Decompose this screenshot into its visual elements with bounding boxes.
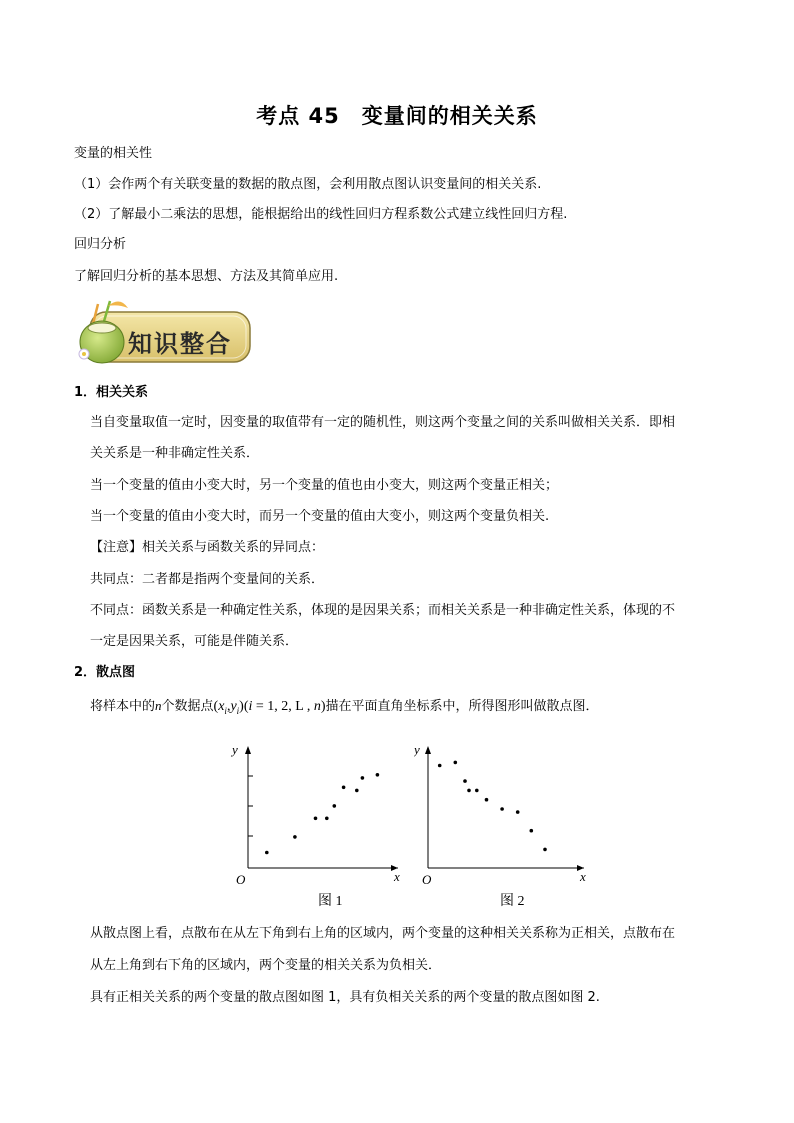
x-axis-label: x — [394, 869, 400, 884]
figure-2-caption: 图 2 — [500, 894, 525, 909]
scatter-point — [485, 798, 489, 802]
page-title: 考点 45 变量间的相关关系 — [256, 104, 538, 128]
paragraph-positive-correlation: 当一个变量的值由小变大时，另一个变量的值也由小变大，则这两个变量正相关； — [90, 478, 559, 493]
scatter-plot-figure-1 — [228, 738, 408, 888]
section-heading-correlation: 1．相关关系 — [74, 385, 149, 400]
scatter-point — [475, 789, 479, 793]
scatter-point — [516, 810, 520, 814]
requirement-heading-correlation: 变量的相关性 — [74, 146, 153, 161]
paragraph-line: 不同点：函数关系是一种确定性关系，体现的是因果关系；而相关关系是一种非确定性关系，体现的不 — [90, 603, 676, 618]
scatter-point — [454, 761, 458, 765]
paragraph-line: 从散点图上看，点散布在从左下角到右上角的区域内，两个变量的这种相关关系称为正相关，点散布在 — [90, 926, 676, 941]
origin-label: O — [422, 872, 432, 887]
x-axis-label: x — [580, 869, 586, 884]
scatter-point — [530, 829, 534, 833]
scatter-plot-figure-2 — [414, 738, 594, 888]
paragraph-line: 当自变量取值一定时，因变量的取值带有一定的随机性，则这两个变量之间的关系叫做相关关系．即相 — [90, 415, 676, 430]
y-axis-label: y — [232, 742, 238, 757]
scatter-point — [265, 851, 269, 855]
requirement-item-3: 了解回归分析的基本思想、方法及其简单应用. — [74, 269, 339, 284]
scatter-point — [438, 764, 442, 768]
scatter-point — [333, 804, 337, 808]
math-n: n — [155, 698, 162, 713]
scatter-point — [293, 835, 297, 839]
scatter-point — [467, 789, 471, 793]
text-run: 描在平面直角坐标系中，所得图形叫做散点图． — [325, 699, 599, 714]
scatter-point — [355, 789, 359, 793]
scatter-points — [265, 773, 379, 854]
text-run: 个数据点 — [161, 699, 214, 714]
text-run: 将样本中的 — [90, 699, 156, 714]
requirement-item-1: （1）会作两个有关联变量的数据的散点图，会利用散点图认识变量间的相关关系. — [74, 177, 542, 192]
paragraph-line: 关关系是一种非确定性关系． — [90, 446, 260, 461]
scatter-points — [438, 761, 547, 852]
requirement-heading-regression: 回归分析 — [74, 237, 127, 252]
paragraph-line: 一定是因果关系，可能是伴随关系． — [90, 634, 299, 649]
badge-text: 知识整合 — [128, 329, 232, 358]
paragraph-same-points: 共同点：二者都是指两个变量间的关系． — [90, 572, 325, 587]
y-axis-label: y — [414, 742, 420, 757]
figure-1-caption: 图 1 — [318, 894, 343, 909]
scatter-point — [500, 807, 504, 811]
scatter-point — [376, 773, 380, 777]
paragraph-figure-reference: 具有正相关关系的两个变量的散点图如图 1，具有负相关关系的两个变量的散点图如图 2. — [90, 990, 600, 1005]
math-formula: $(x_i,y_i)(i = 1$, 2, L , n) — [213, 699, 326, 716]
scatter-point — [361, 776, 365, 780]
paragraph-line: 从左上角到右下角的区域内，两个变量的相关关系为负相关． — [90, 958, 442, 973]
scatter-point — [463, 779, 467, 783]
knowledge-summary-badge — [70, 298, 254, 370]
section-heading-scatter: 2．散点图 — [74, 665, 136, 680]
scatter-point — [543, 848, 547, 852]
scatter-point — [325, 817, 329, 821]
requirement-item-2: （2）了解最小二乘法的思想，能根据给出的线性回归方程系数公式建立线性回归方程. — [74, 207, 568, 222]
scatter-point — [314, 817, 318, 821]
note-heading: 【注意】相关关系与函数关系的异同点： — [90, 540, 325, 555]
origin-label: O — [236, 872, 246, 887]
scatter-point — [342, 786, 346, 790]
paragraph-negative-correlation: 当一个变量的值由小变大时，而另一个变量的值由大变小，则这两个变量负相关. — [90, 509, 550, 524]
scatter-definition — [90, 697, 599, 720]
y-axis-ticks — [248, 776, 253, 836]
